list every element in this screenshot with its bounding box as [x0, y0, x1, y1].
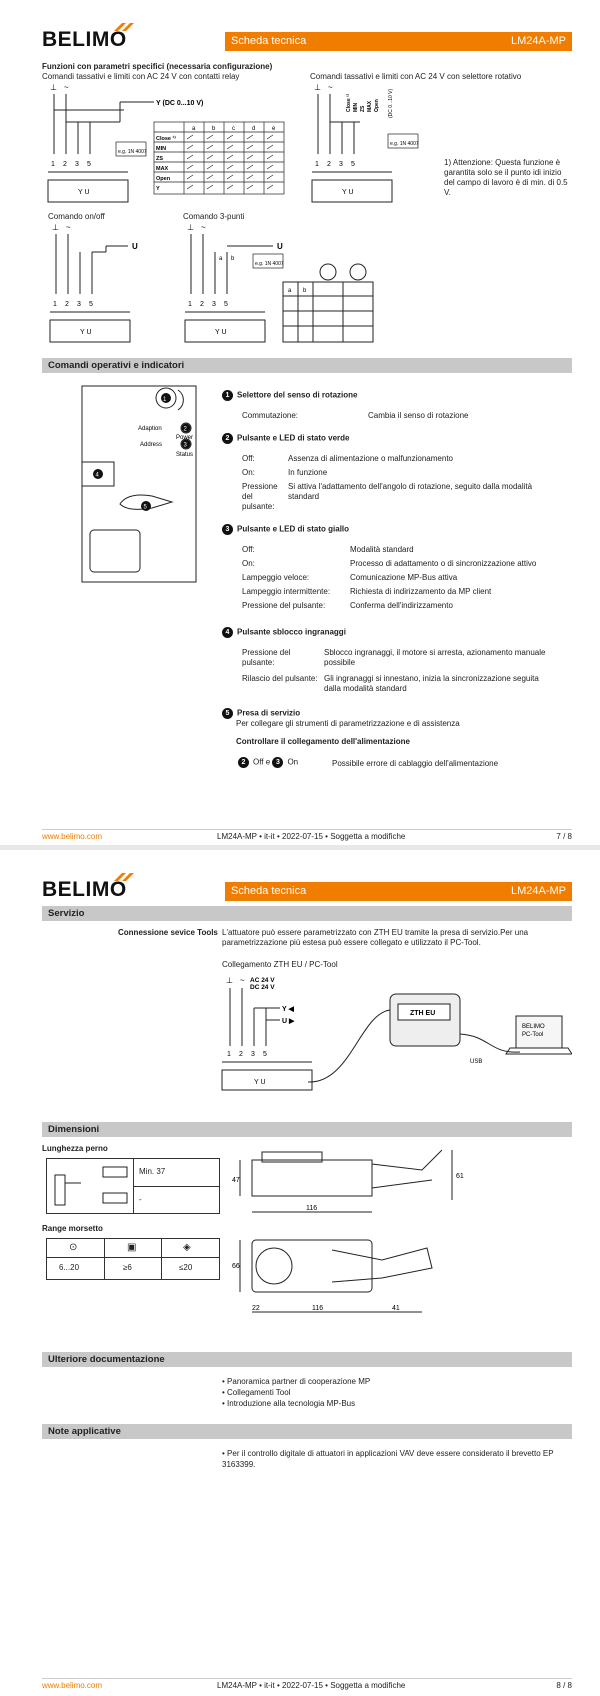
switch-row-max: MAX [156, 166, 169, 172]
item-3-on-value: Processo di adattamento o di sincronizzazione attivo [350, 559, 537, 568]
service-terminal-1: 1 [227, 1051, 231, 1058]
svg-text:~: ~ [66, 223, 71, 232]
dim-h3: 66 [232, 1263, 240, 1270]
item-3-fast-key: Lampeggio veloce: [242, 573, 310, 582]
svg-text:5: 5 [143, 504, 147, 511]
check-result: Possibile errore di cablaggio dell'alimentazione [332, 759, 499, 768]
3point-yu-label: Y U [215, 329, 227, 336]
service-terminal-3: 3 [251, 1051, 255, 1058]
clamp-round-value: 6...20 [59, 1263, 80, 1272]
clamp-diamond-icon: ◈ [183, 1242, 191, 1253]
item-2-off-value: Assenza di alimentazione o malfunzionamento [288, 454, 453, 463]
connection-sub: Collegamento ZTH EU / PC-Tool [222, 960, 338, 969]
doc-type-2: Scheda tecnica [231, 885, 307, 897]
header [42, 26, 572, 54]
service-terminal-5: 5 [263, 1051, 267, 1058]
footer-center: LM24A-MP • it-it • 2022-07-15 • Soggetta a modifiche [217, 832, 406, 841]
dim-d2: 116 [312, 1305, 324, 1312]
footer-page-number: 7 / 8 [556, 832, 572, 841]
switch-col-b: b [212, 126, 216, 132]
shaft-table [46, 1158, 220, 1214]
section-notes: Note applicative [42, 1424, 572, 1439]
rotary-wiring-diagram [310, 82, 430, 207]
3point-terminal-5: 5 [224, 301, 228, 308]
3point-contact-a: a [219, 256, 223, 262]
notes-list [222, 1448, 572, 1470]
yu-label: Y U [78, 189, 90, 196]
item-3-press-value: Conferma dell'indirizzamento [350, 601, 453, 610]
footer-site-link-2[interactable]: www.belimo.com [42, 1681, 103, 1690]
dim-d1: 22 [252, 1305, 260, 1312]
label-adaption: Adaption [138, 426, 162, 432]
item-4-press-key: Pressione del pulsante: [242, 648, 291, 667]
doc-link-1[interactable]: • Panoramica partner di cooperazione MP [222, 1377, 371, 1386]
page-7 [0, 0, 600, 845]
connection-label: Connessione sevice Tools [118, 928, 218, 937]
rotary-yu-label: Y U [342, 189, 354, 196]
dimension-drawing [232, 1140, 482, 1330]
rotary-max: MAX [367, 100, 373, 112]
item-2-press-value: Si attiva l'adattamento dell'angolo di rotazione, seguito dalla modalità standard [288, 482, 533, 501]
terminal-5: 5 [87, 161, 91, 168]
rotary-terminal-5: 5 [351, 161, 355, 168]
title-bar [225, 32, 572, 51]
terminal-1: 1 [51, 161, 55, 168]
logo-mark-icon [112, 22, 142, 32]
section-service: Servizio [42, 906, 572, 921]
rotary-terminal-3: 3 [339, 161, 343, 168]
3point-diode-note: e.g. 1N 4007 [255, 261, 284, 267]
header-2 [42, 876, 572, 904]
svg-text:1: 1 [163, 397, 167, 403]
rotary-min: MIN [353, 102, 359, 112]
doc-type: Scheda tecnica [231, 35, 307, 47]
item-1-rows [222, 405, 572, 429]
dim-d3: 41 [392, 1305, 400, 1312]
item-3-blink-value: Richiesta di indirizzamento da MP client [350, 587, 492, 596]
pctool-line1: BELIMO [522, 1024, 545, 1030]
item-3-title: 3 Pulsante e LED di stato giallo [222, 524, 572, 535]
intro-title: Funzioni con parametri specifici (necessaria configurazione) [42, 62, 273, 71]
section-controls: Comandi operativi e indicatori [42, 358, 572, 373]
item-4-press-value: Sblocco ingranaggi, il motore si arresta, azionamento manuale possibile [324, 648, 546, 667]
svg-text:~: ~ [64, 83, 69, 92]
section-docs: Ulteriore documentazione [42, 1352, 572, 1367]
title-bar-2 [225, 882, 572, 901]
shaft-min: Min. 37 [139, 1167, 166, 1176]
diagram-3point-title: Comando 3-punti [183, 212, 245, 221]
rotary-signal: (DC 0...10 V) [388, 88, 394, 118]
item-3-off-value: Modalità standard [350, 545, 414, 554]
diode-note: e.g. 1N 4007 [118, 149, 147, 155]
doc-link-2[interactable]: • Collegamenti Tool [222, 1388, 291, 1397]
svg-text:2: 2 [183, 426, 187, 433]
clamp-square-icon: ▣ [127, 1242, 137, 1253]
clamp-round-icon: ⊙ [69, 1242, 78, 1253]
switch-col-a: a [192, 126, 196, 132]
footer-site-link[interactable]: www.belimo.com [42, 832, 103, 841]
check-row: 2 Off e 3 On Possibile errore di cablaggio dell'alimentazione [222, 755, 572, 771]
diagram-onoff-title: Comando on/off [48, 212, 105, 221]
pctool-line2: PC-Tool [522, 1032, 544, 1038]
item-2-press-key: Pressione del pulsante: [242, 482, 278, 511]
3point-contact-b: b [231, 256, 235, 262]
rotary-terminal-1: 1 [315, 161, 319, 168]
onoff-wiring-diagram [48, 222, 168, 344]
svg-text:Y ◀: Y ◀ [282, 1006, 294, 1013]
diagram-rotary-title: Comandi tassativi e limiti con AC 24 V con selettore rotativo [310, 72, 522, 81]
item-4-rows [222, 642, 572, 700]
clamp-square-value: ≥6 [123, 1263, 132, 1272]
relay-wiring-diagram [44, 82, 294, 207]
service-desc: Per collegare gli strumenti di parametrizzazione e di assistenza [236, 719, 460, 728]
dim-w1: 116 [306, 1205, 318, 1212]
svg-text:⊥: ⊥ [50, 83, 57, 92]
svg-text:⊥: ⊥ [52, 223, 59, 232]
model-number: LM24A-MP [510, 35, 566, 47]
logo-mark-icon [112, 872, 142, 882]
rotary-terminal-2: 2 [327, 161, 331, 168]
item-5-title: 5 Presa di servizio [222, 708, 572, 719]
terminal-3: 3 [75, 161, 79, 168]
item-3-rows [222, 539, 572, 615]
footer-page-7 [42, 829, 572, 844]
check-off-label: Off e [253, 757, 271, 767]
3point-col-a: a [288, 288, 292, 294]
svg-text:~: ~ [201, 223, 206, 232]
switch-row-close: Close ¹⁾ [156, 136, 176, 142]
supply-dc: DC 24 V [250, 984, 275, 991]
diagram-relay-title: Comandi tassativi e limiti con AC 24 V con contatti relay [42, 72, 240, 81]
onoff-terminal-2: 2 [65, 301, 69, 308]
supply-ac: AC 24 V [250, 977, 275, 984]
y-signal-label: Y (DC 0...10 V) [156, 100, 204, 107]
item-2-off-key: Off: [242, 454, 255, 463]
label-address: Address [140, 442, 163, 448]
rotary-close: Close ¹⁾ [346, 94, 352, 112]
connection-text: L'attuatore può essere parametrizzato con ZTH EU tramite la presa di servizio.Per una parametrizzazione più estesa può essere collegato e utilizzato il PC-Tool. [222, 928, 529, 947]
clamp-table [46, 1238, 220, 1280]
docs-list [222, 1376, 370, 1409]
page-8 [0, 850, 600, 1696]
footer-page-8 [42, 1678, 572, 1693]
svg-text:4: 4 [95, 472, 99, 479]
note-item-1: • Per il controllo digitale di attuatori in applicazioni VAV deve essere considerato il brevetto EP 3163399. [222, 1449, 554, 1469]
footer-page-number-2: 8 / 8 [556, 1681, 572, 1690]
controls-list [222, 390, 572, 771]
switch-col-c: c [232, 126, 235, 132]
item-3-off-key: Off: [242, 545, 255, 554]
clamp-title: Range morsetto [42, 1224, 103, 1233]
switch-col-d: d [252, 126, 256, 132]
belimo-logo: BELIMO [42, 28, 127, 51]
svg-text:⊥: ⊥ [314, 83, 321, 92]
shaft-title: Lunghezza perno [42, 1144, 108, 1153]
belimo-logo-2: BELIMO [42, 878, 127, 901]
item-2-on-key: On: [242, 468, 255, 477]
check-title: Controllare il collegamento dell'alimentazione [236, 737, 410, 746]
onoff-terminal-1: 1 [53, 301, 57, 308]
svg-text:U ▶: U ▶ [282, 1018, 295, 1025]
service-terminal-2: 2 [239, 1051, 243, 1058]
shaft-dash: - [139, 1195, 142, 1204]
rotary-zs: ZS [360, 105, 366, 112]
section-dimensions: Dimensioni [42, 1122, 572, 1137]
terminal-2: 2 [63, 161, 67, 168]
item-3-on-key: On: [242, 559, 255, 568]
rotary-diode-note: e.g. 1N 4007 [390, 141, 419, 147]
item-4-release-key: Rilascio del pulsante: [242, 674, 318, 683]
item-3-fast-value: Comunicazione MP-Bus attiva [350, 573, 458, 582]
svg-text:~: ~ [240, 976, 245, 985]
item-1-key: Commutazione: [242, 411, 299, 420]
clamp-diamond-value: ≤20 [179, 1263, 193, 1272]
check-on-label: On [287, 757, 299, 767]
item-1-title: 1 Selettore del senso di rotazione [222, 390, 572, 401]
svg-text:⊥: ⊥ [226, 976, 233, 985]
onoff-terminal-5: 5 [89, 301, 93, 308]
item-4-title: 4 Pulsante sblocco ingranaggi [222, 627, 572, 638]
3point-terminal-1: 1 [188, 301, 192, 308]
label-status: Status [176, 452, 194, 458]
actuator-front-drawing [78, 382, 208, 587]
onoff-yu-label: Y U [80, 329, 92, 336]
item-1-value: Cambia il senso di rotazione [368, 411, 469, 420]
label-power: Power [176, 435, 194, 441]
item-4-release-value: Gli ingranaggi si innestano, inizia la sincronizzazione seguita dalla modalità standard [324, 674, 539, 693]
item-2-rows [222, 448, 572, 514]
svg-text:⊥: ⊥ [187, 223, 194, 232]
onoff-u-label: U [132, 242, 138, 251]
switch-row-open: Open [156, 176, 171, 182]
item-3-blink-key: Lampeggio intermittente: [242, 587, 331, 596]
item-3-press-key: Pressione del pulsante: [242, 601, 326, 610]
switch-col-e: e [272, 126, 276, 132]
service-yu-label: Y U [254, 1079, 266, 1086]
note-attenzione: 1) Attenzione: Questa funzione è garantita solo se il punto idi inizio del campo di lavoro è di min. di 0.5 V. [444, 158, 568, 197]
rotary-open: Open [374, 99, 380, 112]
3point-wiring-diagram [183, 222, 383, 344]
dim-h1: 47 [232, 1177, 240, 1184]
3point-terminal-3: 3 [212, 301, 216, 308]
3point-u-label: U [277, 242, 283, 251]
footer-center-2: LM24A-MP • it-it • 2022-07-15 • Soggetta a modifiche [217, 1681, 406, 1690]
switch-row-min: MIN [156, 146, 167, 152]
zth-display: ZTH EU [410, 1010, 436, 1017]
switch-row-y: Y [156, 186, 160, 192]
item-2-title: 2 Pulsante e LED di stato verde [222, 433, 572, 444]
usb-label: USB [470, 1059, 483, 1065]
item-2-on-value: In funzione [288, 468, 328, 477]
onoff-terminal-3: 3 [77, 301, 81, 308]
shaft-drawing [51, 1163, 129, 1209]
doc-link-3[interactable]: • Introduzione alla tecnologia MP-Bus [222, 1399, 356, 1408]
3point-col-b: b [303, 288, 307, 294]
switch-row-zs: ZS [156, 156, 164, 162]
dim-h2: 61 [456, 1173, 464, 1180]
model-number-2: LM24A-MP [510, 885, 566, 897]
3point-terminal-2: 2 [200, 301, 204, 308]
svg-text:~: ~ [328, 83, 333, 92]
svg-text:3: 3 [183, 442, 187, 449]
service-connection-diagram [220, 974, 572, 1092]
